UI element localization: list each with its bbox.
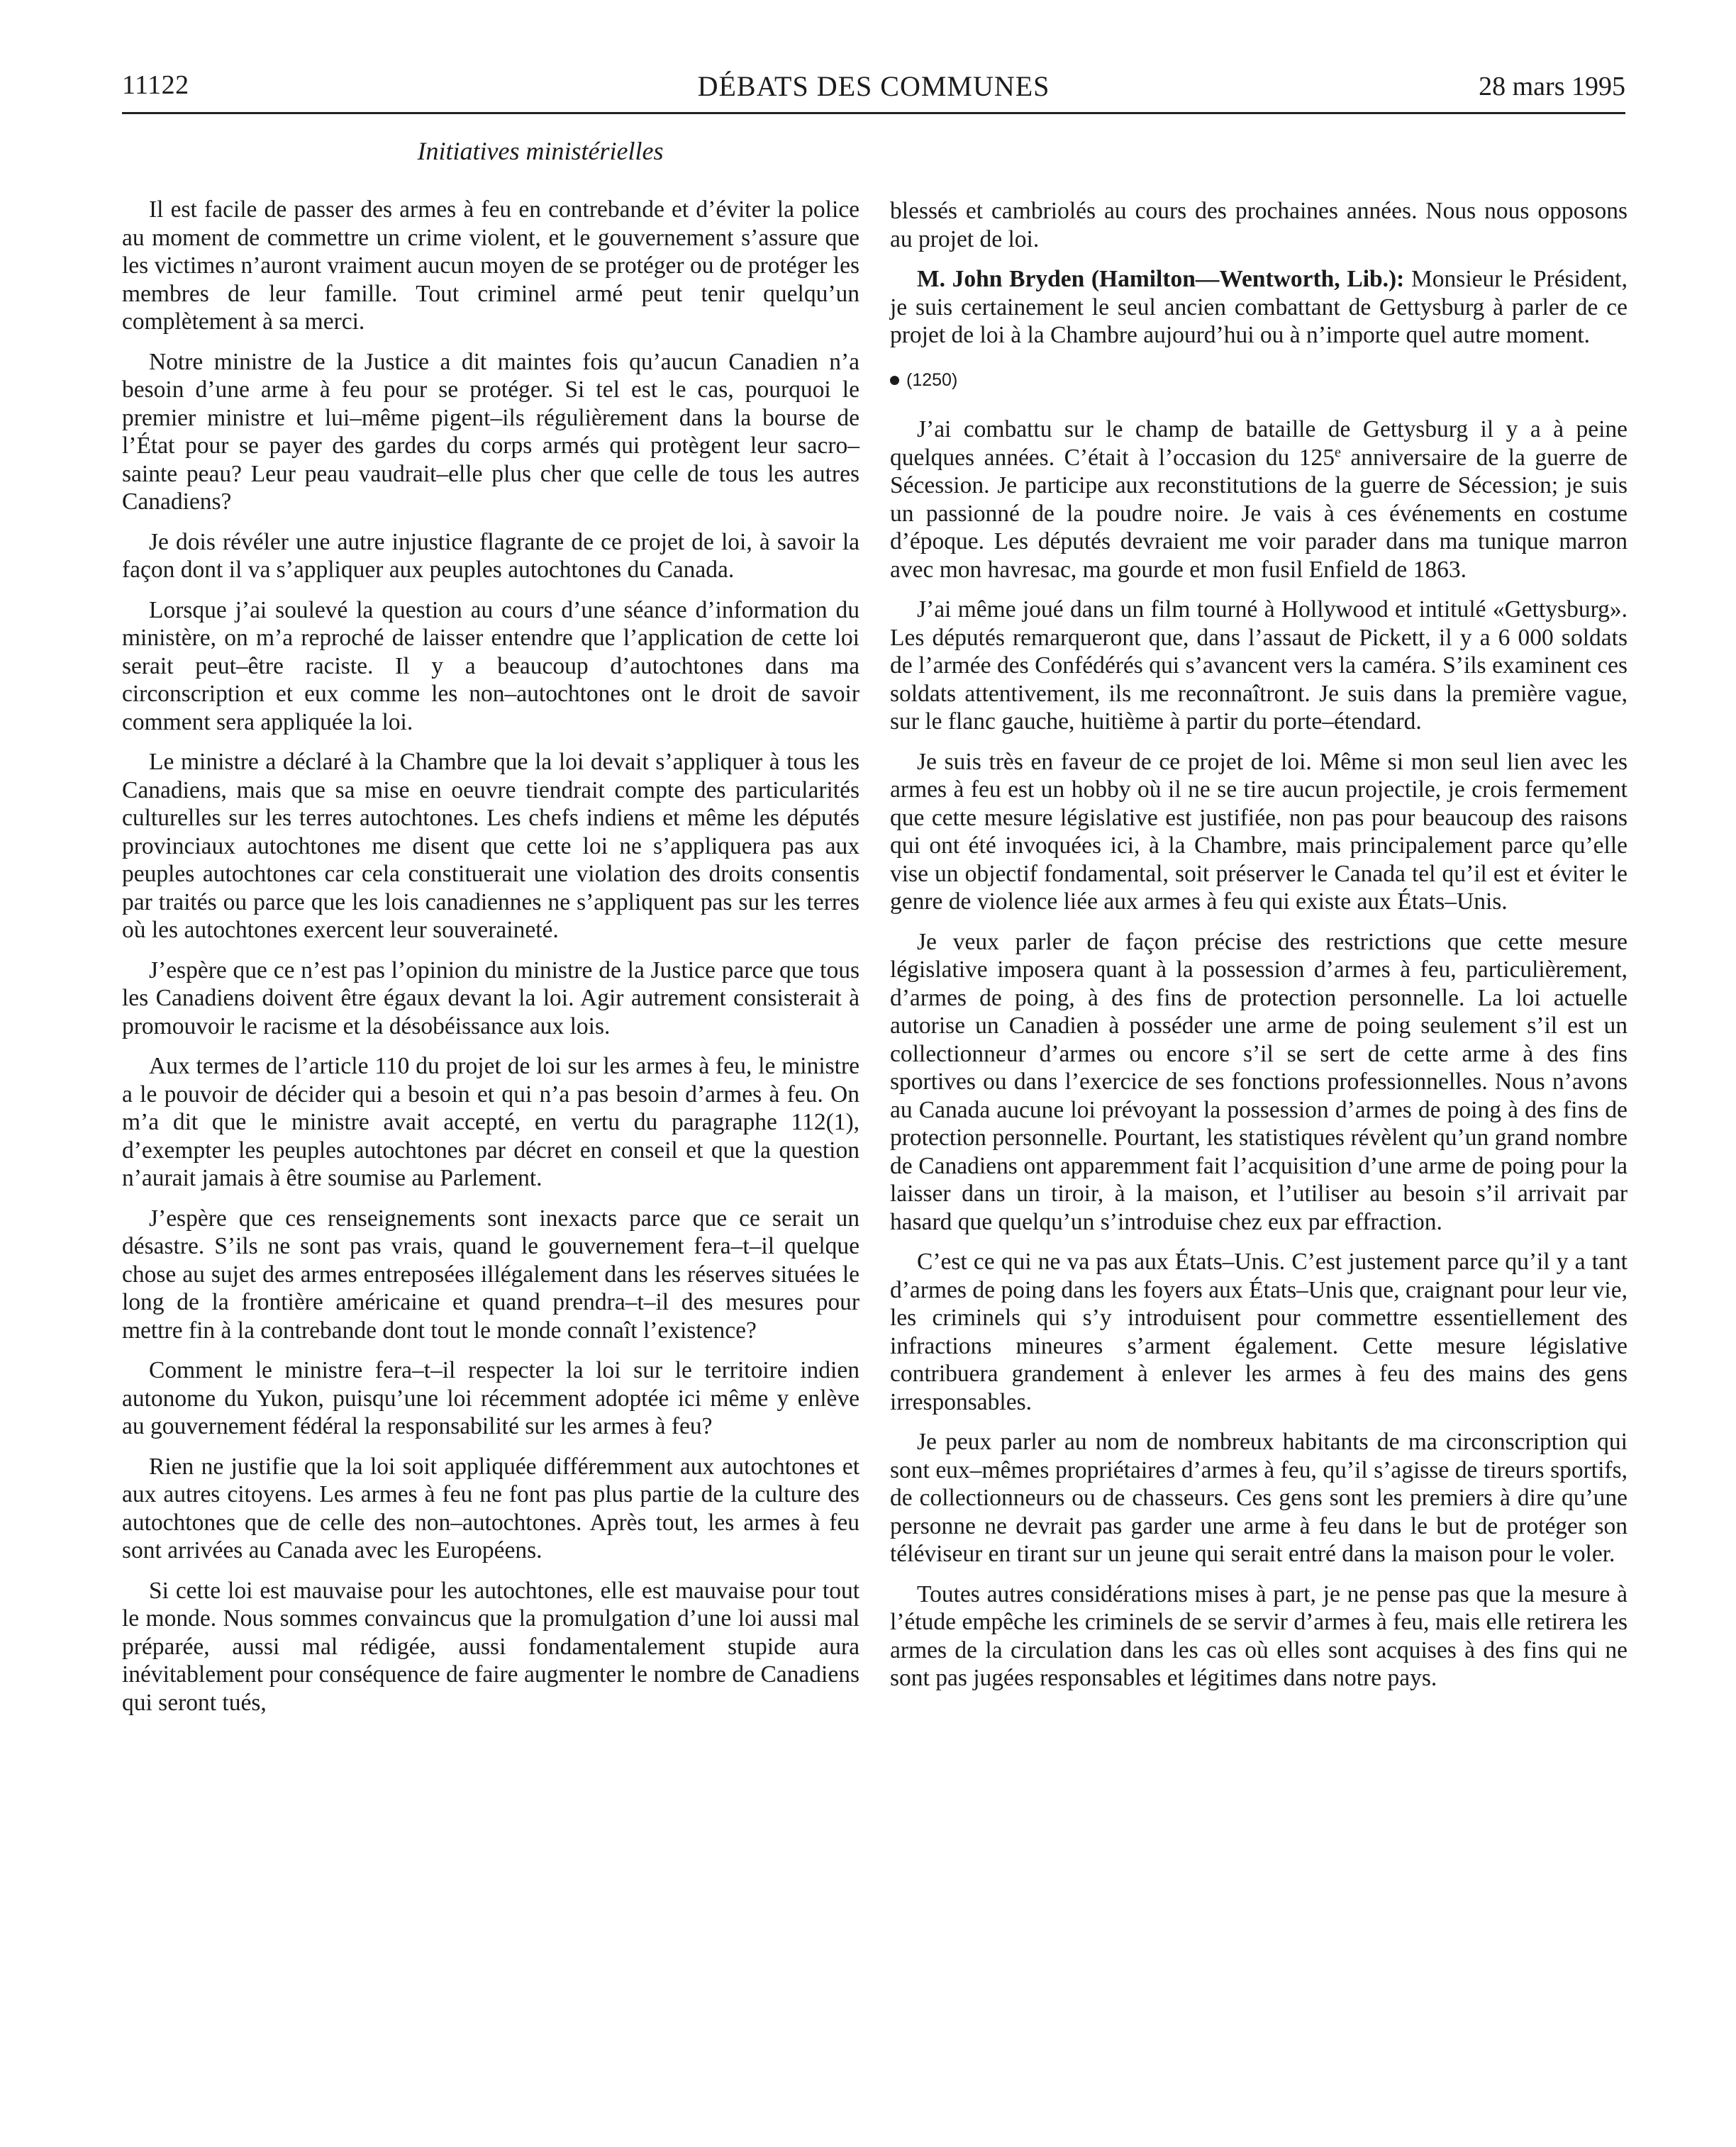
paragraph: Si cette loi est mauvaise pour les autochtones, elle est mauvaise pour tout le monde. Nous sommes convaincus que la promulgation d’une loi aussi mal préparée, aussi mal rédigée, aussi fondamentalement stupide aura inévitablement pour conséquence de faire augmenter le nombre de Canadiens qui seront tués, (122, 1577, 859, 1716)
time-marker-label: (1250) (906, 369, 958, 390)
paragraph: Lorsque j’ai soulevé la question au cours d’une séance d’information du ministère, on m’a reproché de laisser entendre que l’application de cette loi serait peut–être raciste. Il y a beaucoup d’autochtones dans ma circonscription et eux comme les non–autochtones ont le droit de savoir comment sera appliquée la loi. (122, 596, 859, 735)
paragraph: Rien ne justifie que la loi soit appliquée différemment aux autochtones et aux autres citoyens. Les armes à feu ne font pas plus partie de la culture des autochtones que de celle des non–autochtones. Après tout, les armes à feu sont arrivées au Canada avec les Européens. (122, 1453, 859, 1563)
paragraph: Je dois révéler une autre injustice flagrante de ce projet de loi, à savoir la façon dont il va s’appliquer aux peuples autochtones du Canada. (122, 528, 859, 583)
speaker-paragraph (890, 265, 1628, 350)
paragraph: Le ministre a déclaré à la Chambre que la loi devait s’appliquer à tous les Canadiens, mais que sa mise en oeuvre tiendrait compte des particularités culturelles sur les terres autochtones. Les chefs indiens et même les députés provinciaux autochtones me disent que cette loi ne s’appliquera pas aux peuples autochtones car cela constituerait une violation des droits consentis par traités ou parce que les lois canadiennes ne s’appliquent pas sur les terres où les autochtones exercent leur souveraineté. (122, 749, 859, 943)
paragraph: Je peux parler au nom de nombreux habitants de ma circonscription qui sont eux–mêmes propriétaires d’armes à feu, qu’il s’agisse de tireurs sportifs, de collectionneurs ou de chasseurs. Ces gens sont les premiers à dire qu’une personne ne devrait pas garder une arme à feu dans le but de protéger son téléviseur en tirant sur un jeune qui serait entré dans la maison pour le voler. (890, 1429, 1628, 1567)
paragraph: Toutes autres considérations mises à part, je ne pense pas que la mesure à l’étude empêche les criminels de se servir d’armes à feu, mais elle retirera les armes de la circulation dans les cas où elles sont acquises à des fins qui ne sont pas jugées responsables et légitimes dans notre pays. (890, 1580, 1628, 1691)
paragraph-continuation: blessés et cambriolés au cours des prochaines années. Nous nous opposons au projet de loi. (890, 198, 1628, 252)
time-marker (890, 367, 1628, 395)
paragraph: Notre ministre de la Justice a dit maintes fois qu’aucun Canadien n’a besoin d’une arme à feu pour se protéger. Si tel est le cas, pourquoi le premier ministre et lui–même pigent–ils régulièrement dans la bourse de l’État pour se payer des gardes du corps armés qui protègent leur sacro–sainte peau? Leur peau vaudrait–elle plus cher que celle de tous les autres Canadiens? (122, 348, 859, 515)
paragraph (890, 416, 1628, 584)
paragraph-text: anniversaire de la guerre de Sécession. Je participe aux reconstitutions de la guerre de Sécession; je suis un passionné de la poudre noire. Je vais à ces événements en costume d’époque. Les députés devraient me voir parader dans ma tunique marron avec mon havresac, ma gourde et mon fusil Enfield de 1863. (890, 444, 1628, 583)
paragraph: J’espère que ces renseignements sont inexacts parce que ce serait un désastre. S’ils ne sont pas vrais, quand le gouvernement fera–t–il quelque chose au sujet des armes entreposées illégalement dans les réserves situées le long de la frontière américaine et quand prendra–t–il des mesures pour mettre fin à la contrebande dont tout le monde connaît l’existence? (122, 1205, 859, 1344)
page-header (122, 68, 1625, 114)
superscript: e (1334, 444, 1341, 460)
speaker-text: Monsieur le Président, je suis certainement le seul ancien combattant de Gettysburg à parler de ce projet de loi à la Chambre aujourd’hui ou à n’importe quel autre moment. (890, 266, 1628, 348)
page-number: 11122 (122, 70, 189, 100)
right-column (890, 197, 1628, 1705)
paragraph: C’est ce qui ne va pas aux États–Unis. C’est justement parce qu’il y a tant d’armes de poing dans les foyers aux États–Unis que, craignant pour leur vie, les criminels qui s’y introduisent pour commettre essentiellement des infractions mineures s’arment également. Cette mesure législative contribuera grandement à enlever les armes à feu des mains des gens irresponsables. (890, 1249, 1628, 1415)
publication-date: 28 mars 1995 (1479, 72, 1625, 101)
left-column (122, 196, 859, 1729)
paragraph-text: J’ai combattu sur le champ de bataille de Gettysburg il y a à peine quelques années. C’était à l’occasion du 125 (890, 416, 1628, 471)
paragraph: Je suis très en faveur de ce projet de loi. Même si mon seul lien avec les armes à feu est un hobby où il ne se tire aucun projectile, je crois fermement que cette mesure législative est justifiée, non pas pour beaucoup des raisons qui ont été invoquées ici, à la Chambre, mais principalement parce qu’elle vise un objectif fondamental, soit préserver le Canada tel qu’il est et éviter le genre de violence liée aux armes à feu qui existe aux États–Unis. (890, 748, 1628, 915)
paragraph: J’ai même joué dans un film tourné à Hollywood et intitulé «Gettysburg». Les députés remarqueront que, dans l’assaut de Pickett, il y a 6 000 soldats de l’armée des Confédérés qui s’avancent vers la caméra. S’ils examinent ces soldats attentivement, ils me reconnaîtront. Je suis dans la première vague, sur le flanc gauche, huitième à partir du porte–étendard. (890, 596, 1628, 735)
section-title: Initiatives ministérielles (417, 137, 664, 165)
bullet-icon (890, 376, 899, 385)
paragraph: Je veux parler de façon précise des restrictions que cette mesure législative imposera quant à la possession d’armes à feu, particulièrement, d’armes de poing, à des fins de protection personnelle. La loi actuelle autorise un Canadien à posséder une arme de poing seulement s’il est un collectionneur d’armes ou encore s’il se sert de cette arme à des fins sportives ou dans l’exercice de ses fonctions professionnelles. Nous n’avons au Canada aucune loi prévoyant la possession d’armes de poing à des fins de protection personnelle. Pourtant, les statistiques révèlent qu’un grand nombre de Canadiens ont apparemment fait l’acquisition d’une arme de poing pour la laisser dans un tiroir, à la maison, et l’utiliser au besoin s’il arrivait par hasard que quelqu’un s’introduise chez eux par effraction. (890, 928, 1628, 1235)
paragraph: Comment le ministre fera–t–il respecter la loi sur le territoire indien autonome du Yukon, puisqu’une loi récemment adoptée ici même y enlève au gouvernement fédéral la responsabilité sur les armes à feu? (122, 1357, 859, 1439)
paragraph: Aux termes de l’article 110 du projet de loi sur les armes à feu, le ministre a le pouvoir de décider qui a besoin et qui n’a pas besoin d’armes à feu. On m’a dit que le ministre avait accepté, en vertu du paragraphe 112(1), d’exempter les peuples autochtones par décret en conseil et que la question n’aurait jamais à être soumise au Parlement. (122, 1053, 859, 1191)
speaker-name: M. John Bryden (Hamilton—Wentworth, Lib.): (917, 266, 1405, 292)
paragraph: Il est facile de passer des armes à feu en contrebande et d’éviter la police au moment de commettre un crime violent, et le gouvernement s’assure que les victimes n’auront vraiment aucun moyen de se protéger ou de protéger les membres de leur famille. Tout criminel armé peut tenir quelqu’un complètement à sa merci. (122, 196, 860, 335)
paragraph: J’espère que ce n’est pas l’opinion du ministre de la Justice parce que tous les Canadiens doivent être égaux devant la loi. Agir autrement consisterait à promouvoir le racisme et la désobéissance aux lois. (122, 957, 859, 1039)
publication-title: DÉBATS DES COMMUNES (697, 70, 1050, 102)
